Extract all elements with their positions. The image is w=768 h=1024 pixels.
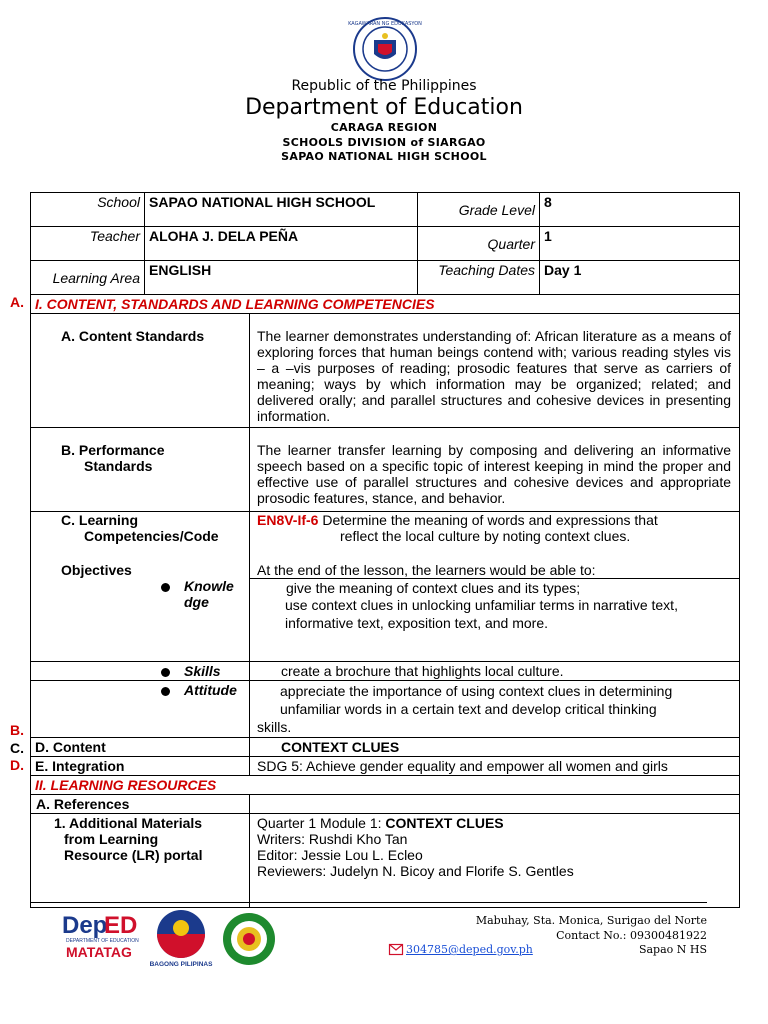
content-standards-row [31, 314, 740, 428]
module-title: CONTEXT CLUES [385, 815, 504, 831]
learning-area-label: Learning Area [31, 261, 145, 295]
competency-line [257, 512, 731, 528]
content-label: D. Content [31, 738, 250, 757]
content-row [31, 738, 740, 757]
references-row [31, 795, 740, 814]
bagong-pilipinas-logo [148, 906, 214, 968]
bullet-icon [161, 668, 170, 677]
content-standards-text: The learner demonstrates understanding of: African literature as a means of exploring forces that human beings contend with; various reading styles vis – a –vis purposes of reading; prosodic features that serve as carriers of meaning; ways by which information may be organized; related; and delivered orally; and parallel structures and cohesive devices in presenting information. [250, 314, 740, 428]
division-heading: SCHOOLS DIVISION of SIARGAO [282, 136, 486, 149]
editor: Editor: Jessie Lou L. Ecleo [257, 847, 423, 863]
info-row-school [31, 193, 740, 227]
additional-label-1: 1. Additional Materials [54, 815, 203, 831]
teacher-label: Teacher [31, 227, 145, 261]
writers: Writers: Rushdi Kho Tan [257, 831, 408, 847]
skills-label: Skills [184, 663, 221, 679]
knowledge-item-2: use context clues in unlocking unfamiliar terms in narrative text, informative text, exposition text, and more. [285, 597, 678, 631]
competencies-label-line1: C. Learning [61, 512, 139, 528]
knowledge-label-2: dge [184, 594, 209, 610]
references-value [250, 795, 740, 814]
skills-row [31, 662, 740, 681]
bullet-icon [161, 583, 170, 592]
info-row-teacher [31, 227, 740, 261]
objectives-label: Objectives [61, 562, 132, 578]
attitude-label-cell [31, 681, 250, 738]
footer-address: Mabuhay, Sta. Monica, Surigao del Norte [475, 914, 707, 927]
knowledge-label-1: Knowle [184, 578, 234, 594]
footer-contact: Contact No.: 09300481922 [556, 929, 707, 942]
svg-text:DEPARTMENT OF EDUCATION: DEPARTMENT OF EDUCATION [66, 938, 139, 944]
competencies-label-line2: Competencies/Code [84, 528, 219, 544]
integration-row [31, 757, 740, 776]
content-standards-label: A. Content Standards [31, 314, 250, 428]
performance-standards-label [31, 428, 250, 512]
references-label: A. References [31, 795, 250, 814]
performance-standards-text: The learner transfer learning by composing and delivering an informative speech based on a specific topic of interest keeping in mind the proper and effective use of parallel structures and cohesive devices and appropriate prosodic features, stance, and behavior. [250, 428, 740, 512]
lesson-plan-table [30, 192, 740, 908]
svg-text:Dep: Dep [62, 912, 108, 939]
grade-level-value: 8 [540, 193, 740, 227]
additional-materials-text [250, 814, 740, 908]
email-icon [389, 944, 403, 955]
knowledge-bullet [61, 578, 249, 610]
svg-text:ED: ED [104, 912, 138, 939]
additional-materials-row [31, 814, 740, 908]
deped-seal-logo [348, 16, 422, 82]
quarter-label: Quarter [418, 227, 540, 261]
section-letter-a: A. [10, 294, 24, 310]
teaching-dates-value: Day 1 [540, 261, 740, 295]
competency-text-2: reflect the local culture by noting context clues. [340, 528, 631, 544]
integration-value: SDG 5: Achieve gender equality and empower all women and girls [250, 757, 740, 776]
bullet-icon [161, 687, 170, 696]
section-letter-d: D. [10, 757, 24, 773]
grade-level-label: Grade Level [418, 193, 540, 227]
quarter-value: 1 [540, 227, 740, 261]
competency-code: EN8V-If-6 [257, 512, 319, 528]
objectives-intro: At the end of the lesson, the learners would be able to: [257, 562, 596, 578]
sapao-nhs-seal-logo [218, 911, 280, 967]
svg-text:MATATAG: MATATAG [66, 944, 132, 960]
performance-label-line1: B. Performance [61, 442, 165, 458]
competencies-label-cell [31, 512, 250, 662]
performance-standards-row [31, 428, 740, 512]
content-value: CONTEXT CLUES [250, 738, 740, 757]
skills-label-cell [31, 662, 250, 681]
school-heading: SAPAO NATIONAL HIGH SCHOOL [281, 150, 487, 163]
competencies-text-cell [250, 512, 740, 662]
learning-area-value: ENGLISH [145, 261, 418, 295]
attitude-text-2: unfamiliar words in a certain text and develop critical thinking [280, 701, 657, 717]
section2-title: II. LEARNING RESOURCES [31, 776, 740, 795]
department-heading: Department of Education [245, 95, 523, 120]
attitude-row [31, 681, 740, 738]
school-label: School [31, 193, 145, 227]
republic-heading: Republic of the Philippines [291, 78, 477, 94]
section-letter-c: C. [10, 740, 24, 756]
section2-title-row [31, 776, 740, 795]
competencies-row [31, 512, 740, 662]
module-line [257, 815, 735, 831]
attitude-text-cell [250, 681, 740, 738]
competency-text-1: Determine the meaning of words and expressions that [318, 512, 658, 528]
svg-text:KAGAWARAN NG EDUKASYON: KAGAWARAN NG EDUKASYON [348, 21, 422, 27]
teaching-dates-label: Teaching Dates [418, 261, 540, 295]
footer-school-short: Sapao N HS [638, 943, 707, 956]
attitude-text-1: appreciate the importance of using context clues in determining [280, 683, 673, 699]
deped-matatag-logo [60, 905, 142, 965]
additional-label-2: from Learning [64, 831, 159, 847]
module-prefix: Quarter 1 Module 1: [257, 815, 386, 831]
additional-materials-cell [31, 814, 250, 908]
integration-label: E. Integration [31, 757, 250, 776]
additional-label-3: Resource (LR) portal [64, 847, 203, 863]
knowledge-item-1 [250, 578, 739, 596]
school-value: SAPAO NATIONAL HIGH SCHOOL [145, 193, 418, 227]
section1-title: I. CONTENT, STANDARDS AND LEARNING COMPETENCIES [31, 295, 740, 314]
attitude-text-3: skills. [257, 719, 292, 735]
region-heading: CARAGA REGION [330, 121, 438, 134]
info-row-area [31, 261, 740, 295]
footer-divider [30, 902, 707, 903]
skills-text: create a brochure that highlights local culture. [250, 662, 740, 681]
attitude-label: Attitude [184, 682, 237, 698]
performance-label-line2: Standards [84, 458, 153, 474]
section1-title-row [31, 295, 740, 314]
teacher-value: ALOHA J. DELA PEÑA [145, 227, 418, 261]
reviewers: Reviewers: Judelyn N. Bicoy and Florife S. Gentles [257, 863, 574, 879]
section-letter-b: B. [10, 722, 24, 738]
knowledge-text-1: give the meaning of context clues and its types; [286, 580, 581, 596]
svg-text:BAGONG PILIPINAS: BAGONG PILIPINAS [149, 961, 213, 968]
email-link[interactable]: 304785@deped.gov.ph [406, 943, 533, 956]
